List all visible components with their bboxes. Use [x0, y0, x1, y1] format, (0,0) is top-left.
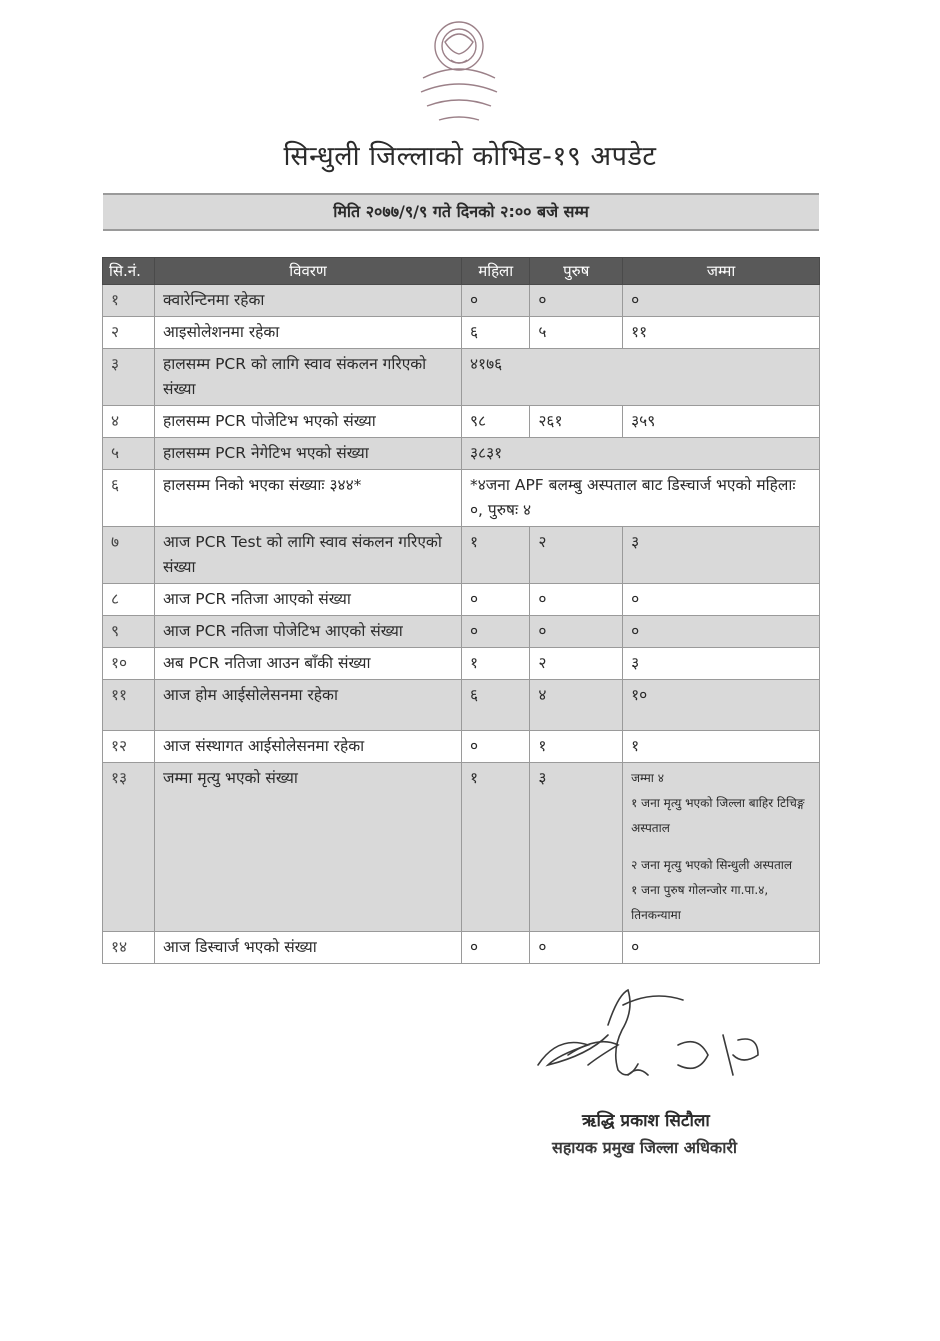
- row-female: ०: [462, 616, 530, 648]
- row-female: ०: [462, 584, 530, 616]
- row-total: ०: [623, 285, 820, 317]
- row-male: ०: [530, 616, 623, 648]
- header-total: जम्मा: [623, 258, 820, 285]
- row-total: ११: [623, 317, 820, 349]
- row-male: ०: [530, 584, 623, 616]
- handwritten-signature: [528, 985, 778, 1100]
- row-description: हालसम्म निको भएका संख्याः ३४४*: [155, 470, 462, 527]
- header-description: विवरण: [155, 258, 462, 285]
- row-total: १०: [623, 680, 820, 731]
- row-total: ३: [623, 527, 820, 584]
- row-total: ०: [623, 616, 820, 648]
- note-line: जम्मा ४: [631, 771, 664, 785]
- row-merged-value: ४१७६: [462, 349, 820, 406]
- table-header-row: [103, 258, 820, 285]
- row-description: आज डिस्चार्ज भएको संख्या: [155, 932, 462, 964]
- row-description: हालसम्म PCR नेगेटिभ भएको संख्या: [155, 438, 462, 470]
- row-death-note: [623, 763, 820, 932]
- date-line: मिति २०७७/९/९ गते दिनको २:०० बजे सम्म: [103, 193, 819, 231]
- table-row: [103, 680, 820, 731]
- row-sn: ४: [103, 406, 155, 438]
- table-row: [103, 763, 820, 932]
- row-female: ९८: [462, 406, 530, 438]
- row-description: क्वारेन्टिनमा रहेका: [155, 285, 462, 317]
- table-row: [103, 349, 820, 406]
- row-sn: ७: [103, 527, 155, 584]
- note-line: [631, 841, 811, 853]
- row-female: ०: [462, 285, 530, 317]
- row-male: २: [530, 527, 623, 584]
- row-female: ६: [462, 680, 530, 731]
- table-row: [103, 731, 820, 763]
- note-line: १ जना मृत्यु भएको जिल्ला बाहिर टिचिङ्ग अस्पताल: [631, 796, 805, 835]
- row-description: आज संस्थागत आईसोलेसनमा रहेका: [155, 731, 462, 763]
- row-male: २६१: [530, 406, 623, 438]
- row-sn: २: [103, 317, 155, 349]
- row-sn: ६: [103, 470, 155, 527]
- row-sn: १३: [103, 763, 155, 932]
- row-sn: ३: [103, 349, 155, 406]
- table-row: [103, 616, 820, 648]
- row-sn: ५: [103, 438, 155, 470]
- note-line: १ जना पुरुष गोलन्जोर गा.पा.४, तिनकन्यामा: [631, 883, 769, 922]
- row-female: १: [462, 648, 530, 680]
- row-female: ६: [462, 317, 530, 349]
- office-seal: [405, 12, 513, 132]
- row-total: ३: [623, 648, 820, 680]
- row-sn: १२: [103, 731, 155, 763]
- row-description: आज PCR नतिजा पोजेटिभ आएको संख्या: [155, 616, 462, 648]
- row-total: ०: [623, 584, 820, 616]
- row-male: १: [530, 731, 623, 763]
- row-male: ३: [530, 763, 623, 932]
- table-row: [103, 527, 820, 584]
- row-male: २: [530, 648, 623, 680]
- row-description: आज होम आईसोलेसनमा रहेका: [155, 680, 462, 731]
- note-line: २ जना मृत्यु भएको सिन्धुली अस्पताल: [631, 858, 793, 872]
- row-sn: १४: [103, 932, 155, 964]
- row-description: जम्मा मृत्यु भएको संख्या: [155, 763, 462, 932]
- row-male: ०: [530, 285, 623, 317]
- row-sn: १: [103, 285, 155, 317]
- signatory-name: ऋद्धि प्रकाश सिटौला: [582, 1111, 710, 1131]
- row-total: ३५९: [623, 406, 820, 438]
- row-sn: ९: [103, 616, 155, 648]
- row-description: हालसम्म PCR को लागि स्वाव संकलन गरिएको संख्या: [155, 349, 462, 406]
- row-sn: ८: [103, 584, 155, 616]
- table-row: [103, 648, 820, 680]
- table-row: [103, 932, 820, 964]
- table-row: [103, 317, 820, 349]
- row-description: आज PCR नतिजा आएको संख्या: [155, 584, 462, 616]
- row-male: ४: [530, 680, 623, 731]
- row-description: आइसोलेशनमा रहेका: [155, 317, 462, 349]
- row-male: ०: [530, 932, 623, 964]
- row-female: १: [462, 763, 530, 932]
- row-sn: १०: [103, 648, 155, 680]
- row-female: ०: [462, 731, 530, 763]
- signatory-post: सहायक प्रमुख जिल्ला अधिकारी: [552, 1138, 738, 1157]
- table-row: [103, 406, 820, 438]
- row-total: १: [623, 731, 820, 763]
- covid-update-table: [102, 257, 820, 964]
- row-description: अब PCR नतिजा आउन बाँकी संख्या: [155, 648, 462, 680]
- table-row: [103, 438, 820, 470]
- row-female: १: [462, 527, 530, 584]
- row-male: ५: [530, 317, 623, 349]
- row-merged-note: *४जना APF बलम्बु अस्पताल बाट डिस्चार्ज भएको महिलाः ०, पुरुषः ४: [462, 470, 820, 527]
- row-description: हालसम्म PCR पोजेटिभ भएको संख्या: [155, 406, 462, 438]
- row-description: आज PCR Test को लागि स्वाव संकलन गरिएको संख्या: [155, 527, 462, 584]
- row-female: ०: [462, 932, 530, 964]
- header-male: पुरुष: [530, 258, 623, 285]
- table-row: [103, 584, 820, 616]
- header-female: महिला: [462, 258, 530, 285]
- page-title: सिन्धुली जिल्लाको कोभिड-१९ अपडेट: [283, 141, 657, 172]
- row-total: ०: [623, 932, 820, 964]
- table-row: [103, 470, 820, 527]
- table-row: [103, 285, 820, 317]
- row-merged-value: ३८३१: [462, 438, 820, 470]
- header-sn: सि.नं.: [103, 258, 155, 285]
- row-sn: ११: [103, 680, 155, 731]
